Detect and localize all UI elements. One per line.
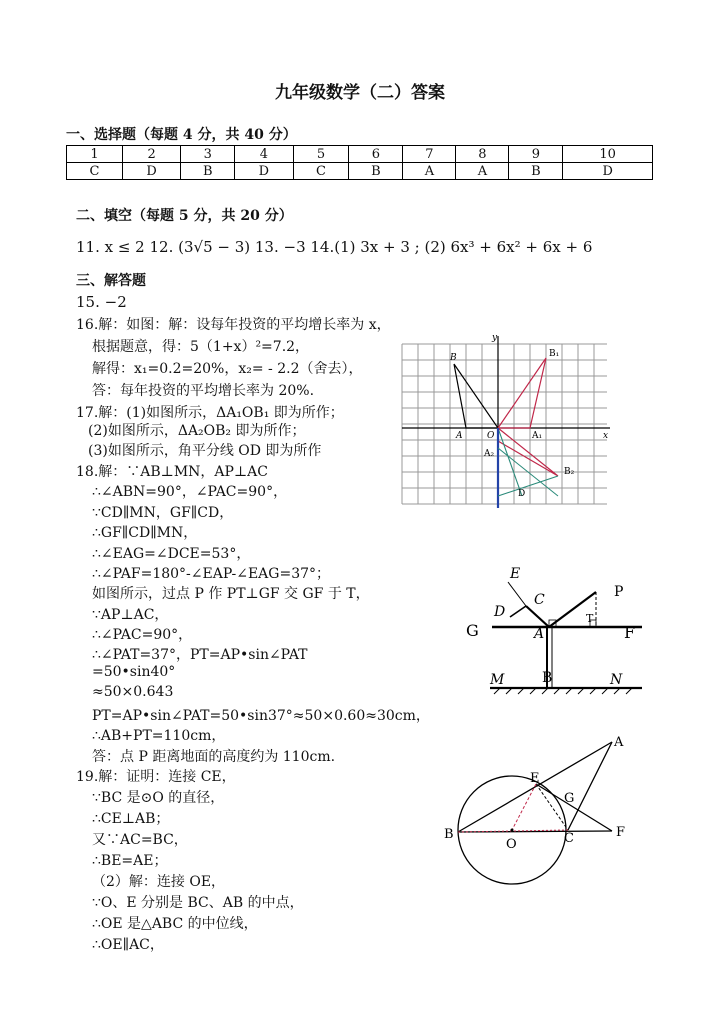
solution-line: ∴OE∥AC， xyxy=(92,937,164,953)
solution-line: ∴AB+PT=110cm， xyxy=(92,728,226,744)
arm-label: F xyxy=(624,623,636,642)
solution-line: 17.解：(1)如图所示，ΔA₁OB₁ 即为所作； xyxy=(76,405,344,421)
arm-label: B xyxy=(542,670,553,686)
arm-label: E xyxy=(510,566,521,582)
q-answer: D xyxy=(563,163,653,180)
arm-figure xyxy=(462,560,652,705)
q-answer: A xyxy=(403,163,456,180)
arm-label: A xyxy=(534,626,545,642)
grid-label: B₁ xyxy=(549,349,560,359)
grid-label: A₂ xyxy=(484,449,495,459)
solution-line: ∵CD∥MN，GF∥CD， xyxy=(92,505,234,521)
solution-line: 答：每年投资的平均增长率为 20%. xyxy=(92,383,315,399)
solution-line: ∵AP⊥AC， xyxy=(92,607,169,623)
q-number: 4 xyxy=(235,146,293,163)
coordinate-grid-figure xyxy=(392,328,617,513)
q-number: 5 xyxy=(293,146,349,163)
q-number: 7 xyxy=(403,146,456,163)
circle-label: A xyxy=(614,735,624,750)
solution-line: ∵O、E 分别是 BC、AB 的中点， xyxy=(92,895,304,911)
page-title: 九年级数学（二）答案 xyxy=(275,83,445,103)
arm-label: C xyxy=(534,592,545,608)
q-number: 2 xyxy=(122,146,180,163)
solution-line: ∴CE⊥AB； xyxy=(92,811,170,827)
solution-line: ∴∠EAG=∠DCE=53°， xyxy=(92,546,251,562)
grid-label: A₁ xyxy=(532,431,543,441)
q-answer: B xyxy=(509,163,563,180)
solution-line: ∴BE=AE； xyxy=(92,853,168,869)
arm-label: G xyxy=(466,621,479,640)
solution-line: ∵BC 是⊙O 的直径， xyxy=(92,790,225,806)
solution-line: PT=AP•sin∠PAT=50•sin37°≈50×0.60≈30cm， xyxy=(92,708,430,724)
q-answer: B xyxy=(181,163,235,180)
q-answer: C xyxy=(67,163,123,180)
circle-label: B xyxy=(444,827,454,842)
solution-line: （2）解：连接 OE， xyxy=(92,874,226,890)
solution-line: 解得：x₁=0.2=20%，x₂= - 2.2（舍去）， xyxy=(92,361,363,377)
solution-line: 18.解：∵AB⊥MN，AP⊥AC xyxy=(76,464,268,480)
solution-line: 又∵AC=BC， xyxy=(92,832,188,848)
solution-line: ∴∠PAF=180°-∠EAP-∠EAG=37°； xyxy=(92,566,331,582)
solution-line: =50•sin40° xyxy=(92,664,176,680)
q-number: 9 xyxy=(509,146,563,163)
q-number: 8 xyxy=(456,146,509,163)
q-number: 1 xyxy=(67,146,123,163)
solution-line: ∴∠ABN=90°，∠PAC=90°， xyxy=(92,484,288,500)
solution-line: 19.解：证明：连接 CE， xyxy=(76,769,236,785)
section2-heading: 二、填空（每题 5 分，共 20 分） xyxy=(76,208,293,224)
solution-line: 15. −2 xyxy=(76,293,127,311)
fill-in-answers: 11. x ≤ 2 12. (3√5 − 3) 13. −3 14.(1) 3x + 3 ; (2) 6x³ + 6x² + 6x + 6 xyxy=(76,238,593,256)
solution-line: ∴∠PAC=90°， xyxy=(92,627,193,643)
q-number: 10 xyxy=(563,146,653,163)
circle-label: F xyxy=(616,825,626,840)
circle-label: E xyxy=(530,771,540,786)
circle-label: C xyxy=(564,831,574,846)
solution-line: ∴GF∥CD∥MN， xyxy=(92,525,198,541)
grid-label: x xyxy=(603,431,609,441)
solution-line: 如图所示，过点 P 作 PT⊥GF 交 GF 于 T， xyxy=(92,586,370,602)
solution-line: ∴∠PAT=37°，PT=AP•sin∠PAT xyxy=(92,647,308,663)
q-answer: D xyxy=(235,163,293,180)
grid-label: O xyxy=(487,431,495,441)
circle-label: O xyxy=(506,837,517,852)
solution-line: ≈50×0.643 xyxy=(92,684,174,700)
section1-heading: 一、选择题（每题 4 分，共 40 分） xyxy=(66,127,297,143)
solution-line: 答：点 P 距离地面的高度约为 110cm. xyxy=(92,749,336,765)
solution-line: (3)如图所示，角平分线 OD 即为所作 xyxy=(88,443,322,459)
answer-table-answers-row xyxy=(67,163,653,180)
arm-label: M xyxy=(490,672,505,688)
grid-label: B₂ xyxy=(564,467,575,477)
section3-heading: 三、解答题 xyxy=(76,273,146,289)
answer-table-numbers-row xyxy=(67,146,653,163)
circle-figure xyxy=(440,728,640,898)
grid-label: A xyxy=(456,431,463,441)
arm-label: P xyxy=(614,584,624,600)
solution-line: 根据题意，得：5（1+x）²=7.2， xyxy=(92,339,310,355)
q-answer: A xyxy=(456,163,509,180)
arm-label: N xyxy=(610,672,623,688)
solution-line: 16.解：如图：解：设每年投资的平均增长率为 x， xyxy=(76,317,391,333)
answer-table xyxy=(66,145,653,180)
q-answer: C xyxy=(293,163,349,180)
q-number: 6 xyxy=(349,146,403,163)
solution-line: (2)如图所示，ΔA₂OB₂ 即为所作； xyxy=(88,423,306,439)
arm-label: D xyxy=(494,604,506,620)
q-number: 3 xyxy=(181,146,235,163)
q-answer: B xyxy=(349,163,403,180)
grid-label: B xyxy=(450,353,457,363)
circle-label: G xyxy=(564,791,575,806)
grid-label: D xyxy=(518,489,526,499)
grid-label: y xyxy=(492,333,498,343)
solution-line: ∴OE 是△ABC 的中位线， xyxy=(92,916,258,932)
q-answer: D xyxy=(122,163,180,180)
arm-label: T xyxy=(586,612,594,625)
